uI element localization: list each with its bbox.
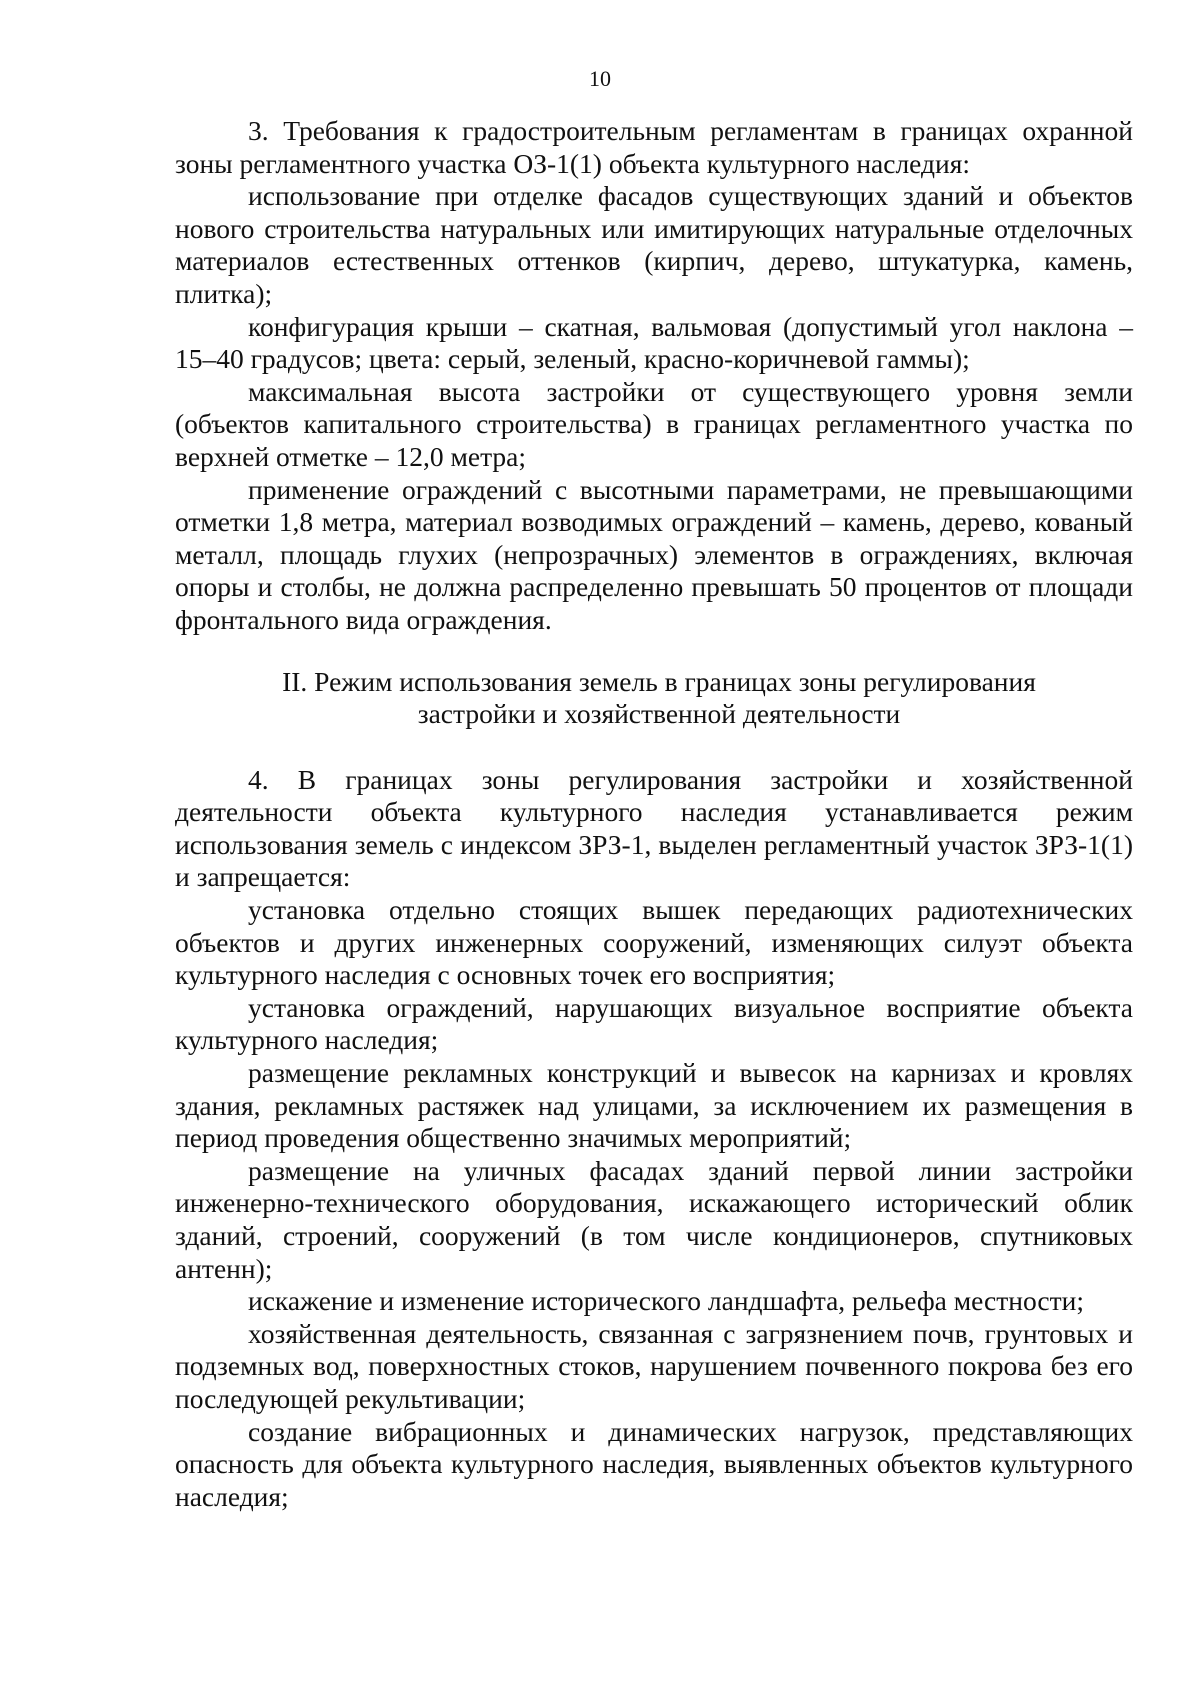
paragraph-advertising: размещение рекламных конструкций и вывесок на карнизах и кровлях здания, рекламных растяжек над улицами, за исключением их размещения в период проведения общественно значимых мероприятий;: [175, 1057, 1133, 1154]
document-body: [175, 115, 1133, 1513]
paragraph-facade-materials: использование при отделке фасадов существующих зданий и объектов нового строительства натуральных или имитирующих натуральные отделочных материалов естественных оттенков (кирпич, дерево, штукатурка, камень, плитка);: [175, 180, 1133, 309]
paragraph-vibration: создание вибрационных и динамических нагрузок, представляющих опасность для объекта культурного наследия, выявленных объектов культурного наследия;: [175, 1415, 1133, 1512]
paragraph-3: 3. Требования к градостроительным регламентам в границах охранной зоны регламентного участка ОЗ-1(1) объекта культурного наследия:: [175, 115, 1133, 179]
paragraph-max-height: максимальная высота застройки от существующего уровня земли (объектов капитального строительства) в границах регламентного участка по верхней отметке – 12,0 метра;: [175, 375, 1133, 472]
paragraph-4: 4. В границах зоны регулирования застройки и хозяйственной деятельности объекта культурного наследия устанавливается режим использования земель с индексом ЗРЗ-1, выделен регламентный участок ЗРЗ-1(1) и запрещается:: [175, 763, 1133, 893]
section-heading-line-1: II. Режим использования земель в границах зоны регулирования: [282, 665, 1036, 697]
paragraph-equipment: размещение на уличных фасадах зданий первой линии застройки инженерно-технического оборудования, искажающего исторический облик зданий, строений, сооружений (в том числе кондиционеров, спутниковых антенн);: [175, 1154, 1133, 1284]
paragraph-fences-visual: установка ограждений, нарушающих визуальное восприятие объекта культурного наследия;: [175, 991, 1133, 1056]
paragraph-towers: установка отдельно стоящих вышек передающих радиотехнических объектов и других инженерных сооружений, изменяющих силуэт объекта культурного наследия с основных точек его восприятия;: [175, 894, 1133, 991]
paragraph-pollution: хозяйственная деятельность, связанная с загрязнением почв, грунтовых и подземных вод, поверхностных стоков, нарушением почвенного покрова без его последующей рекультивации;: [175, 1317, 1133, 1414]
paragraph-landscape: искажение и изменение исторического ландшафта, рельефа местности;: [248, 1285, 1084, 1317]
page-number: 10: [589, 66, 611, 91]
paragraph-fences: применение ограждений с высотными параметрами, не превышающими отметки 1,8 метра, материал возводимых ограждений – камень, дерево, кованый металл, площадь глухих (непрозрачных) элементов в ограждениях, включая опоры и столбы, не должна распределенно превышать 50 процентов от площади фронтального вида ограждения.: [175, 473, 1133, 635]
section-heading: [175, 666, 1133, 731]
paragraph-roof-configuration: конфигурация крыши – скатная, вальмовая (допустимый угол наклона – 15–40 градусов; цвета: серый, зеленый, красно-коричневой гаммы);: [175, 310, 1133, 375]
section-heading-line-2: застройки и хозяйственной деятельности: [417, 698, 901, 730]
